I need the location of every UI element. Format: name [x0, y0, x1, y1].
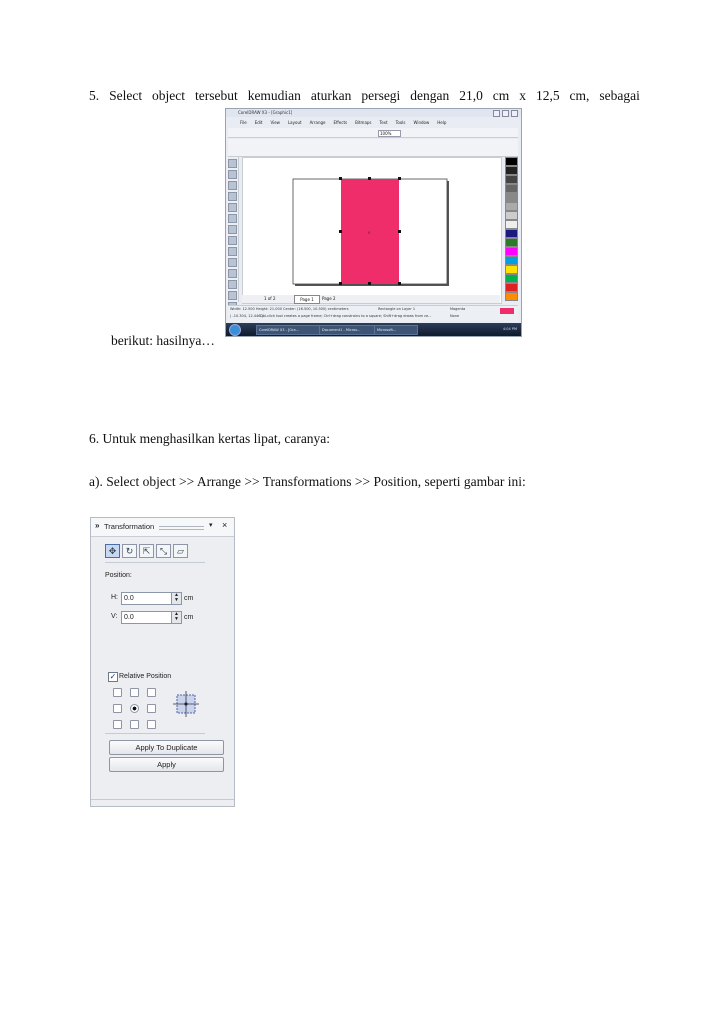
step5-word: 21,0: [459, 88, 483, 103]
coreldraw-screenshot: [225, 108, 522, 337]
menu-item-effects[interactable]: Effects: [333, 119, 348, 125]
step6-sub-a: a). Select object >> Arrange >> Transformations >> Position, seperti gambar ini:: [89, 474, 526, 489]
pick-tool-icon[interactable]: [228, 159, 237, 168]
palette-swatch[interactable]: [505, 238, 518, 247]
menu-item-tools[interactable]: Tools: [395, 119, 406, 125]
corel-toolbox: [227, 157, 239, 302]
ellipse-tool-icon[interactable]: [228, 236, 237, 245]
anchor-bottom-right[interactable]: [147, 720, 156, 729]
docker-bottom-edge: [91, 799, 234, 800]
palette-swatch[interactable]: [505, 292, 518, 301]
palette-swatch[interactable]: [505, 202, 518, 211]
step5-instruction-line2: berikut: hasilnya…: [111, 333, 215, 348]
transformation-tabs: [105, 544, 188, 558]
transformation-docker-screenshot: [90, 517, 235, 807]
h-label: H:: [111, 594, 118, 601]
crop-tool-icon[interactable]: [228, 181, 237, 190]
docker-grip-icon[interactable]: »: [95, 521, 100, 530]
page-1-tab[interactable]: Page 1: [294, 295, 320, 304]
zoom-tool-icon[interactable]: [228, 192, 237, 201]
step6-heading: 6. Untuk menghasilkan kertas lipat, caranya:: [89, 431, 331, 446]
palette-swatch[interactable]: [505, 157, 518, 166]
anchor-bottom-center[interactable]: [130, 720, 139, 729]
corel-statusbar: [228, 305, 518, 322]
canvas-drawing: [243, 158, 501, 303]
menu-item-layout[interactable]: Layout: [287, 119, 302, 125]
palette-swatch[interactable]: [505, 166, 518, 175]
anchor-top-center[interactable]: [130, 688, 139, 697]
step5-word: 12,5: [535, 88, 560, 103]
handle-se[interactable]: [398, 282, 401, 285]
v-unit: cm: [184, 614, 194, 621]
palette-swatch[interactable]: [505, 229, 518, 238]
divider: [105, 733, 205, 734]
palette-swatch[interactable]: [505, 247, 518, 256]
corel-menubar: [226, 118, 522, 126]
handle-sw[interactable]: [339, 282, 342, 285]
handle-e[interactable]: [398, 230, 401, 233]
status-layer: Rectangle on Layer 1: [378, 307, 416, 311]
step5-word: 5.: [89, 88, 100, 103]
step5-word: object: [152, 88, 186, 103]
zoom-level-select[interactable]: 100%: [378, 130, 401, 137]
step5-word: cm: [492, 88, 510, 103]
windows-taskbar: [226, 323, 521, 336]
menu-item-text[interactable]: Text: [379, 119, 388, 125]
status-fill: Magenta: [450, 307, 466, 311]
step5-word: aturkan: [310, 88, 352, 103]
step5-word: kemudian: [247, 88, 301, 103]
anchor-bottom-left[interactable]: [113, 720, 122, 729]
step5-word: persegi: [361, 88, 401, 103]
palette-swatch[interactable]: [505, 220, 518, 229]
v-spinner[interactable]: ▲ ▼: [171, 611, 182, 624]
step5-word: tersebut: [194, 88, 238, 103]
skew-icon[interactable]: ▱: [173, 544, 188, 558]
center-marker: ×: [367, 230, 371, 235]
interactive-blend-tool-icon[interactable]: [228, 280, 237, 289]
maximize-icon[interactable]: [502, 110, 509, 117]
palette-swatch[interactable]: [505, 256, 518, 265]
handle-n[interactable]: [368, 177, 371, 180]
rectangle-tool-icon[interactable]: [228, 225, 237, 234]
window-controls: [493, 110, 518, 117]
docker-header: [91, 518, 234, 537]
docker-title-rule: [159, 526, 204, 530]
taskbar-item-corel[interactable]: CorelDRAW X3 - [Gra...: [256, 325, 320, 335]
status-coordinates: ( -10.304, 12.446 ): [230, 314, 263, 318]
menu-item-window[interactable]: Window: [413, 119, 430, 125]
fill-swatch: [500, 308, 514, 314]
h-position-input[interactable]: 0.0: [121, 592, 173, 605]
step5-word: Select: [109, 88, 143, 103]
close-icon[interactable]: ×: [222, 520, 228, 530]
apply-button[interactable]: Apply: [109, 757, 224, 772]
handle-nw[interactable]: [339, 177, 342, 180]
freehand-tool-icon[interactable]: [228, 203, 237, 212]
handle-ne[interactable]: [398, 177, 401, 180]
handle-w[interactable]: [339, 230, 342, 233]
menu-item-edit[interactable]: Edit: [254, 119, 263, 125]
step5-instruction-line1: [89, 88, 640, 104]
anchor-top-right[interactable]: [147, 688, 156, 697]
taskbar-item-word[interactable]: Document1 - Micros...: [319, 325, 375, 335]
divider: [105, 562, 205, 563]
menu-item-bitmaps[interactable]: Bitmaps: [355, 119, 372, 125]
palette-swatch[interactable]: [505, 211, 518, 220]
status-dimensions: Width: 12.500 Height: 21.000 Center: (16.500, 10.500) centimeters: [230, 307, 349, 311]
position-label: Position:: [105, 572, 132, 579]
h-spinner[interactable]: ▲ ▼: [171, 592, 182, 605]
step5-word: cm,: [569, 88, 590, 103]
v-label: V:: [111, 613, 118, 620]
palette-swatch[interactable]: [505, 193, 518, 202]
position-icon[interactable]: ✥: [105, 544, 120, 558]
anchor-top-left[interactable]: [113, 688, 122, 697]
text-tool-icon[interactable]: [228, 269, 237, 278]
basic-shapes-tool-icon[interactable]: [228, 258, 237, 267]
page-navigator: [242, 295, 500, 303]
rotate-icon[interactable]: ↻: [122, 544, 137, 558]
smart-fill-tool-icon[interactable]: [228, 214, 237, 223]
start-button[interactable]: [229, 324, 241, 336]
scale-icon[interactable]: ⇱: [139, 544, 154, 558]
h-unit: cm: [184, 595, 194, 602]
relative-position-label: Relative Position: [119, 673, 172, 680]
menu-item-arrange[interactable]: Arrange: [309, 119, 326, 125]
minimize-icon[interactable]: [493, 110, 500, 117]
page-count: 1 of 2: [264, 296, 276, 301]
anchor-center[interactable]: [130, 704, 139, 713]
palette-swatch[interactable]: [505, 175, 518, 184]
step5-word: sebagai: [599, 88, 640, 103]
menu-item-help[interactable]: Help: [437, 119, 447, 125]
relative-position-checkbox[interactable]: ✓: [109, 672, 117, 681]
menu-item-view[interactable]: View: [270, 119, 280, 125]
page-2-tab[interactable]: Page 2: [322, 296, 336, 301]
v-position-input[interactable]: 0.0: [121, 611, 173, 624]
anchor-point-grid: [113, 688, 155, 729]
drawing-canvas[interactable]: [242, 157, 502, 304]
palette-swatch[interactable]: [505, 265, 518, 274]
apply-to-duplicate-button[interactable]: Apply To Duplicate: [109, 740, 224, 755]
polygon-tool-icon[interactable]: [228, 247, 237, 256]
corel-property-bar: [228, 139, 518, 157]
anchor-middle-right[interactable]: [147, 704, 156, 713]
step5-word: x: [519, 88, 526, 103]
step5-word: dengan: [410, 88, 450, 103]
docker-menu-icon[interactable]: ▾: [209, 522, 213, 529]
position-preview-icon: [173, 691, 199, 717]
palette-swatch[interactable]: [505, 283, 518, 292]
menu-item-file[interactable]: File: [240, 119, 247, 125]
anchor-middle-left[interactable]: [113, 704, 122, 713]
eyedropper-tool-icon[interactable]: [228, 291, 237, 300]
size-icon[interactable]: ⤡: [156, 544, 171, 558]
corel-standard-toolbar: [228, 128, 518, 138]
taskbar-item-other[interactable]: Microsoft...: [374, 325, 418, 335]
close-icon[interactable]: [511, 110, 518, 117]
status-hint: Dbl-click tool creates a page frame; Ctrl+drag constrains to a square; Shift+drag draws from ce...: [260, 314, 432, 318]
palette-swatch[interactable]: [505, 184, 518, 193]
status-outline: None: [450, 314, 460, 318]
corel-titlebar: [226, 109, 521, 117]
handle-s[interactable]: [368, 282, 371, 285]
shape-tool-icon[interactable]: [228, 170, 237, 179]
taskbar-clock: 4:04 PM: [502, 327, 517, 331]
docker-title: Transformation: [104, 522, 155, 531]
color-palette[interactable]: [505, 157, 518, 317]
palette-swatch[interactable]: [505, 274, 518, 283]
corel-window-title: CorelDRAW X3 - [Graphic1]: [238, 110, 293, 115]
